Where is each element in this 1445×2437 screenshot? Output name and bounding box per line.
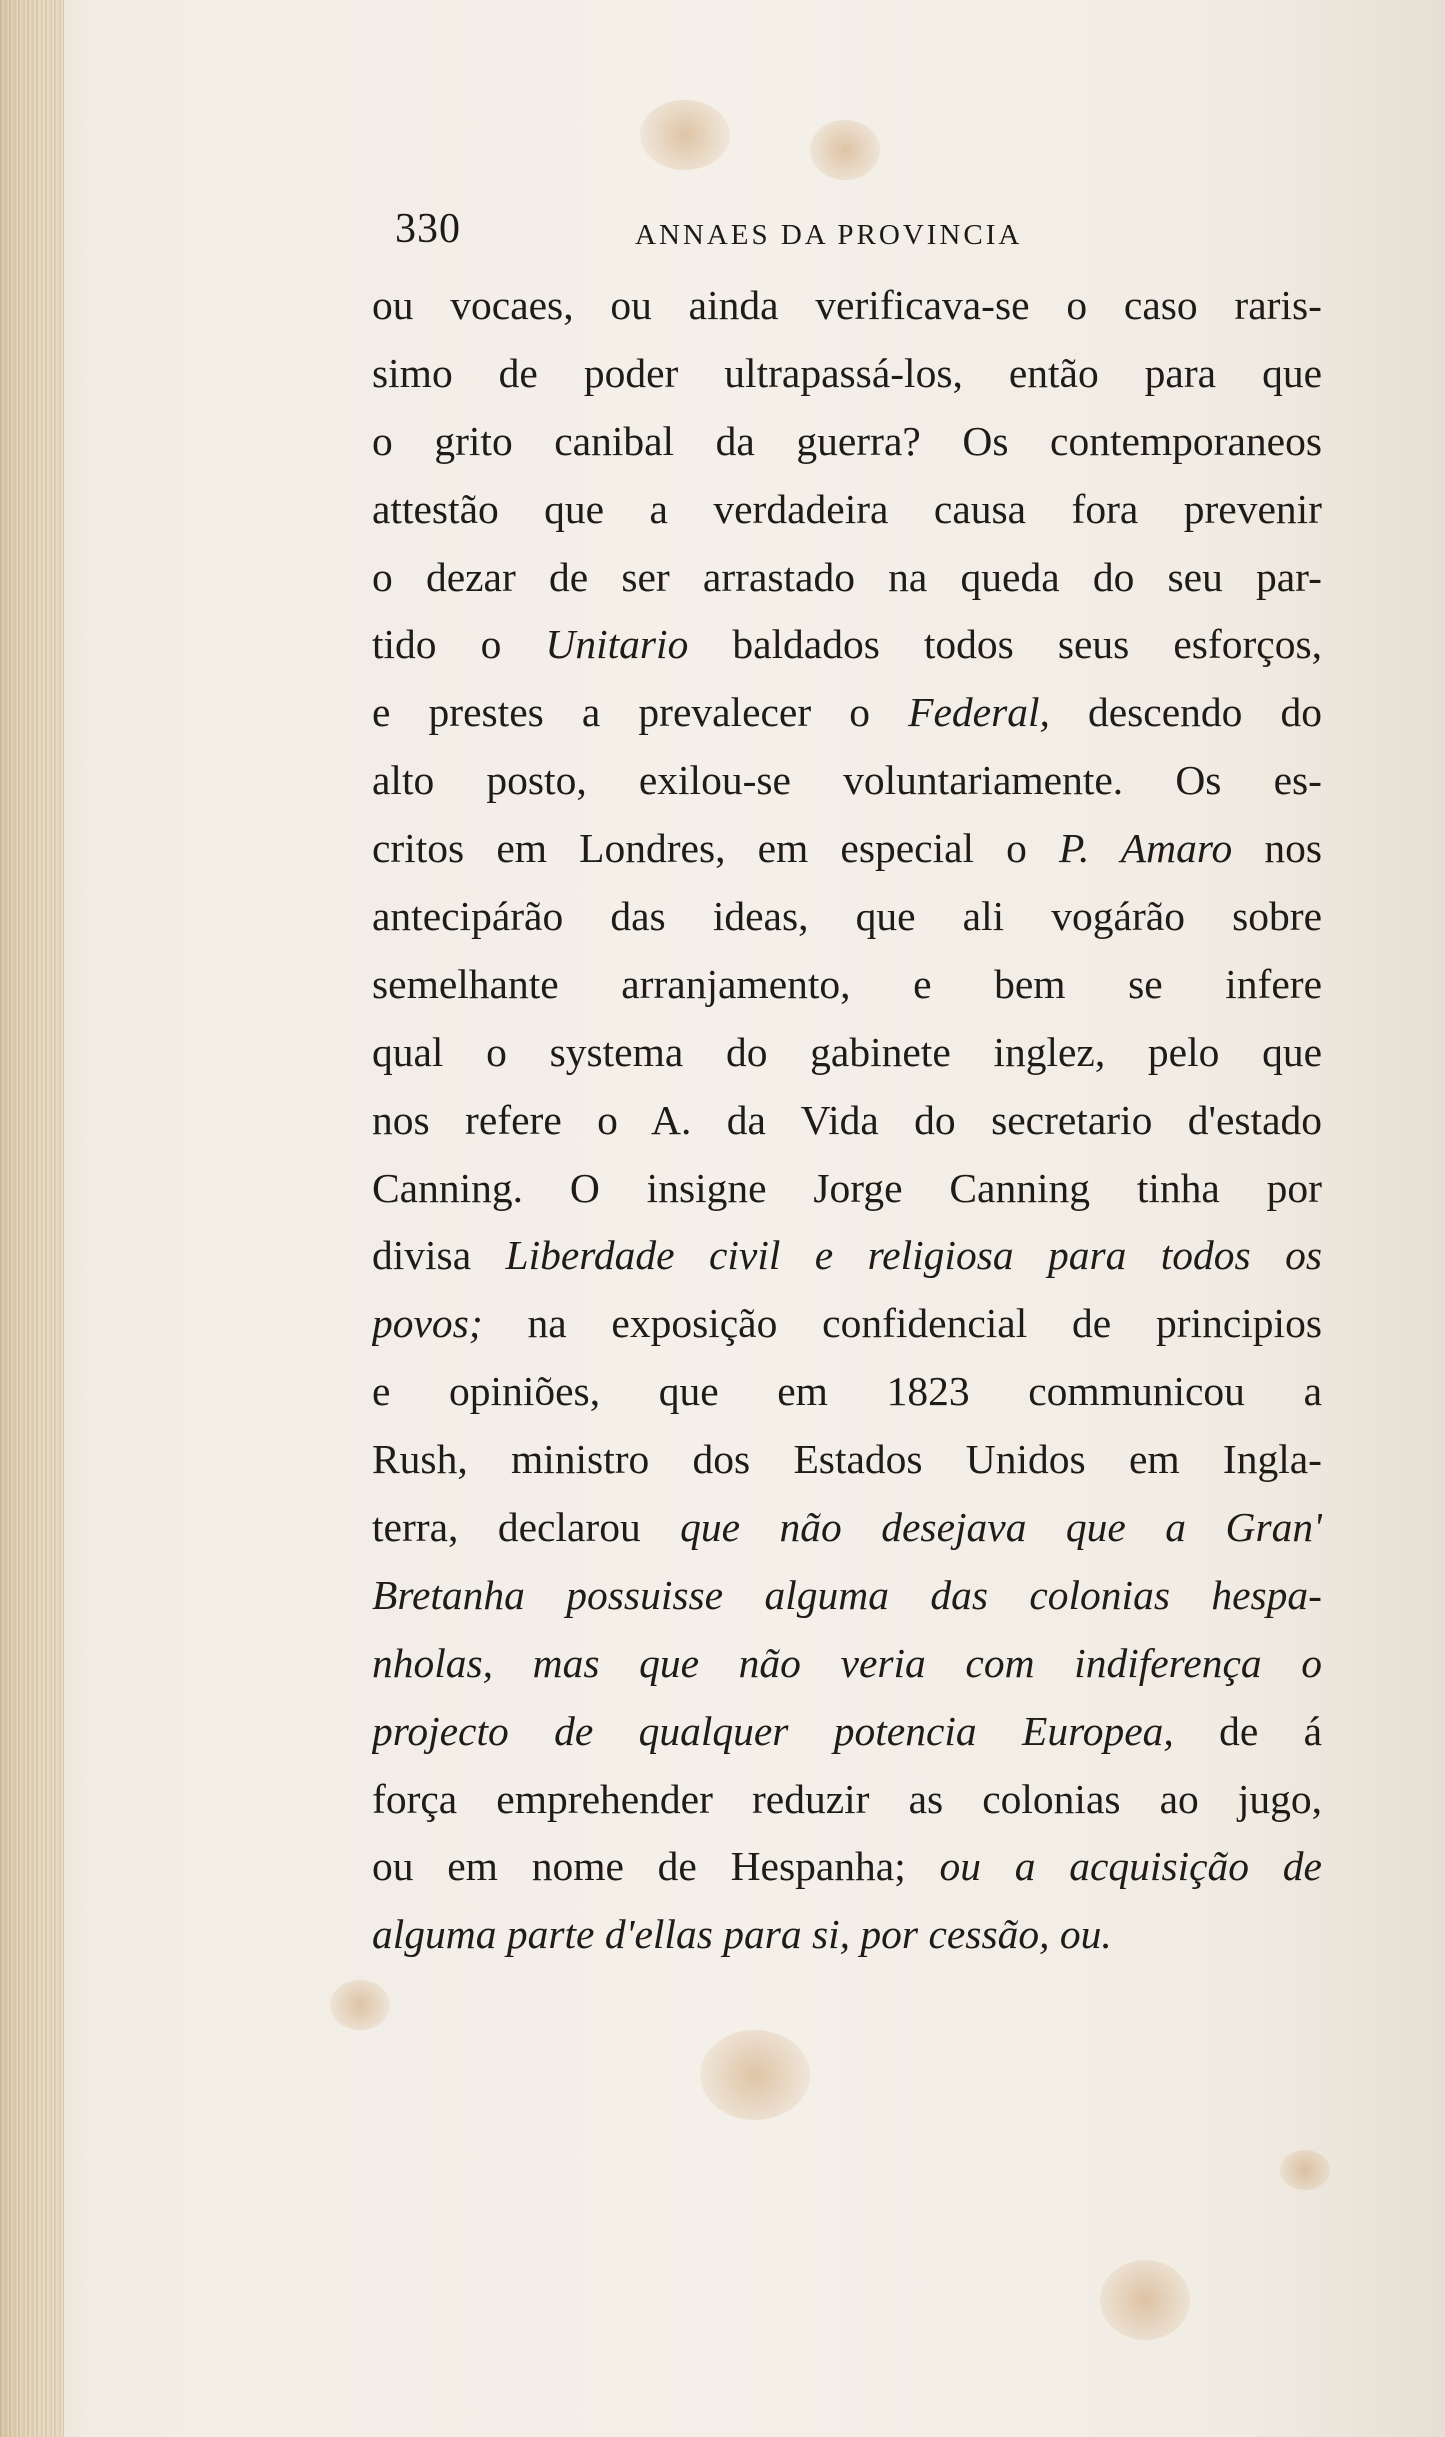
foxing-spot xyxy=(330,1980,390,2030)
italic-text: nholas, mas que não veria com indiferença o xyxy=(372,1639,1322,1686)
foxing-spot xyxy=(1280,2150,1330,2190)
italic-text: povos; xyxy=(372,1300,483,1347)
text-run: na exposição confidencial de principios xyxy=(482,1300,1322,1347)
page-number: 330 xyxy=(395,206,461,252)
italic-text: que não desejava que a Gran' xyxy=(680,1504,1322,1551)
text-run: nos xyxy=(1232,825,1322,872)
page-header xyxy=(395,205,1085,265)
italic-text: Liberdade civil e religiosa para todos os xyxy=(505,1232,1322,1279)
text-run: divisa xyxy=(372,1232,506,1279)
text-line xyxy=(372,1901,1322,1969)
text-line xyxy=(372,272,1322,340)
foxing-spot xyxy=(1100,2260,1190,2340)
text-line xyxy=(372,1222,1322,1290)
text-run: alto posto, exilou-se voluntariamente. Os es- xyxy=(372,757,1322,804)
text-run: e prestes a prevalecer o xyxy=(372,689,909,736)
foxing-spot xyxy=(700,2030,810,2120)
body-text xyxy=(372,272,1322,1969)
foxing-spot xyxy=(640,100,730,170)
italic-text: Bretanha possuisse alguma das colonias hespa- xyxy=(372,1571,1322,1618)
text-run: o dezar de ser arrastado na queda do seu par- xyxy=(372,553,1322,600)
text-line xyxy=(372,1630,1322,1698)
italic-text: projecto de qualquer potencia Europea, xyxy=(372,1707,1174,1754)
text-line xyxy=(372,1833,1322,1901)
text-run: força emprehender reduzir as colonias ao jugo, xyxy=(372,1775,1322,1822)
text-run: attestão que a verdadeira causa fora prevenir xyxy=(372,485,1322,532)
text-line xyxy=(372,340,1322,408)
text-line xyxy=(372,408,1322,476)
text-run: baldados todos seus esforços, xyxy=(688,621,1322,668)
text-run: tido o xyxy=(372,621,546,668)
text-line xyxy=(372,1358,1322,1426)
text-run: qual o systema do gabinete inglez, pelo que xyxy=(372,1028,1322,1075)
text-run: e opiniões, que em 1823 communicou a xyxy=(372,1368,1322,1415)
text-run: ou vocaes, ou ainda verificava-se o caso raris- xyxy=(372,282,1322,328)
binding-edge xyxy=(0,0,64,2437)
text-line xyxy=(372,883,1322,951)
text-line xyxy=(372,1155,1322,1223)
text-line xyxy=(372,679,1322,747)
text-run: ou em nome de Hespanha; xyxy=(372,1843,940,1890)
text-run: critos em Londres, em especial o xyxy=(372,825,1060,872)
foxing-spot xyxy=(810,120,880,180)
text-line xyxy=(372,1019,1322,1087)
text-run: de á xyxy=(1173,1707,1322,1754)
text-line xyxy=(372,1766,1322,1834)
text-run: o grito canibal da guerra? Os contemporaneos xyxy=(372,417,1322,464)
italic-text: Federal, xyxy=(908,689,1050,736)
text-line xyxy=(372,1494,1322,1562)
text-line xyxy=(372,815,1322,883)
text-line xyxy=(372,747,1322,815)
text-run: terra, declarou xyxy=(372,1504,681,1551)
text-line xyxy=(372,476,1322,544)
text-run: descendo do xyxy=(1049,689,1322,736)
italic-text: P. Amaro xyxy=(1059,825,1233,872)
text-run: Canning. O insigne Jorge Canning tinha por xyxy=(372,1164,1322,1211)
italic-text: alguma parte d'ellas para si, por cessão, ou. xyxy=(372,1911,1112,1958)
text-line xyxy=(372,951,1322,1019)
text-line xyxy=(372,1698,1322,1766)
text-run: semelhante arranjamento, e bem se infere xyxy=(372,960,1322,1007)
text-line xyxy=(372,611,1322,679)
text-line xyxy=(372,1290,1322,1358)
text-run: simo de poder ultrapassá-los, então para que xyxy=(372,349,1322,396)
text-line xyxy=(372,544,1322,612)
text-run: Rush, ministro dos Estados Unidos em Ingla- xyxy=(372,1436,1322,1483)
italic-text: Unitario xyxy=(545,621,689,668)
italic-text: ou a acquisição de xyxy=(939,1843,1322,1890)
running-title: ANNAES DA PROVINCIA xyxy=(635,219,1023,251)
text-line xyxy=(372,1562,1322,1630)
text-run: nos refere o A. da Vida do secretario d'estado xyxy=(372,1096,1322,1143)
text-line xyxy=(372,1426,1322,1494)
text-line xyxy=(372,1087,1322,1155)
text-run: antecipárão das ideas, que ali vogárão sobre xyxy=(372,893,1322,940)
